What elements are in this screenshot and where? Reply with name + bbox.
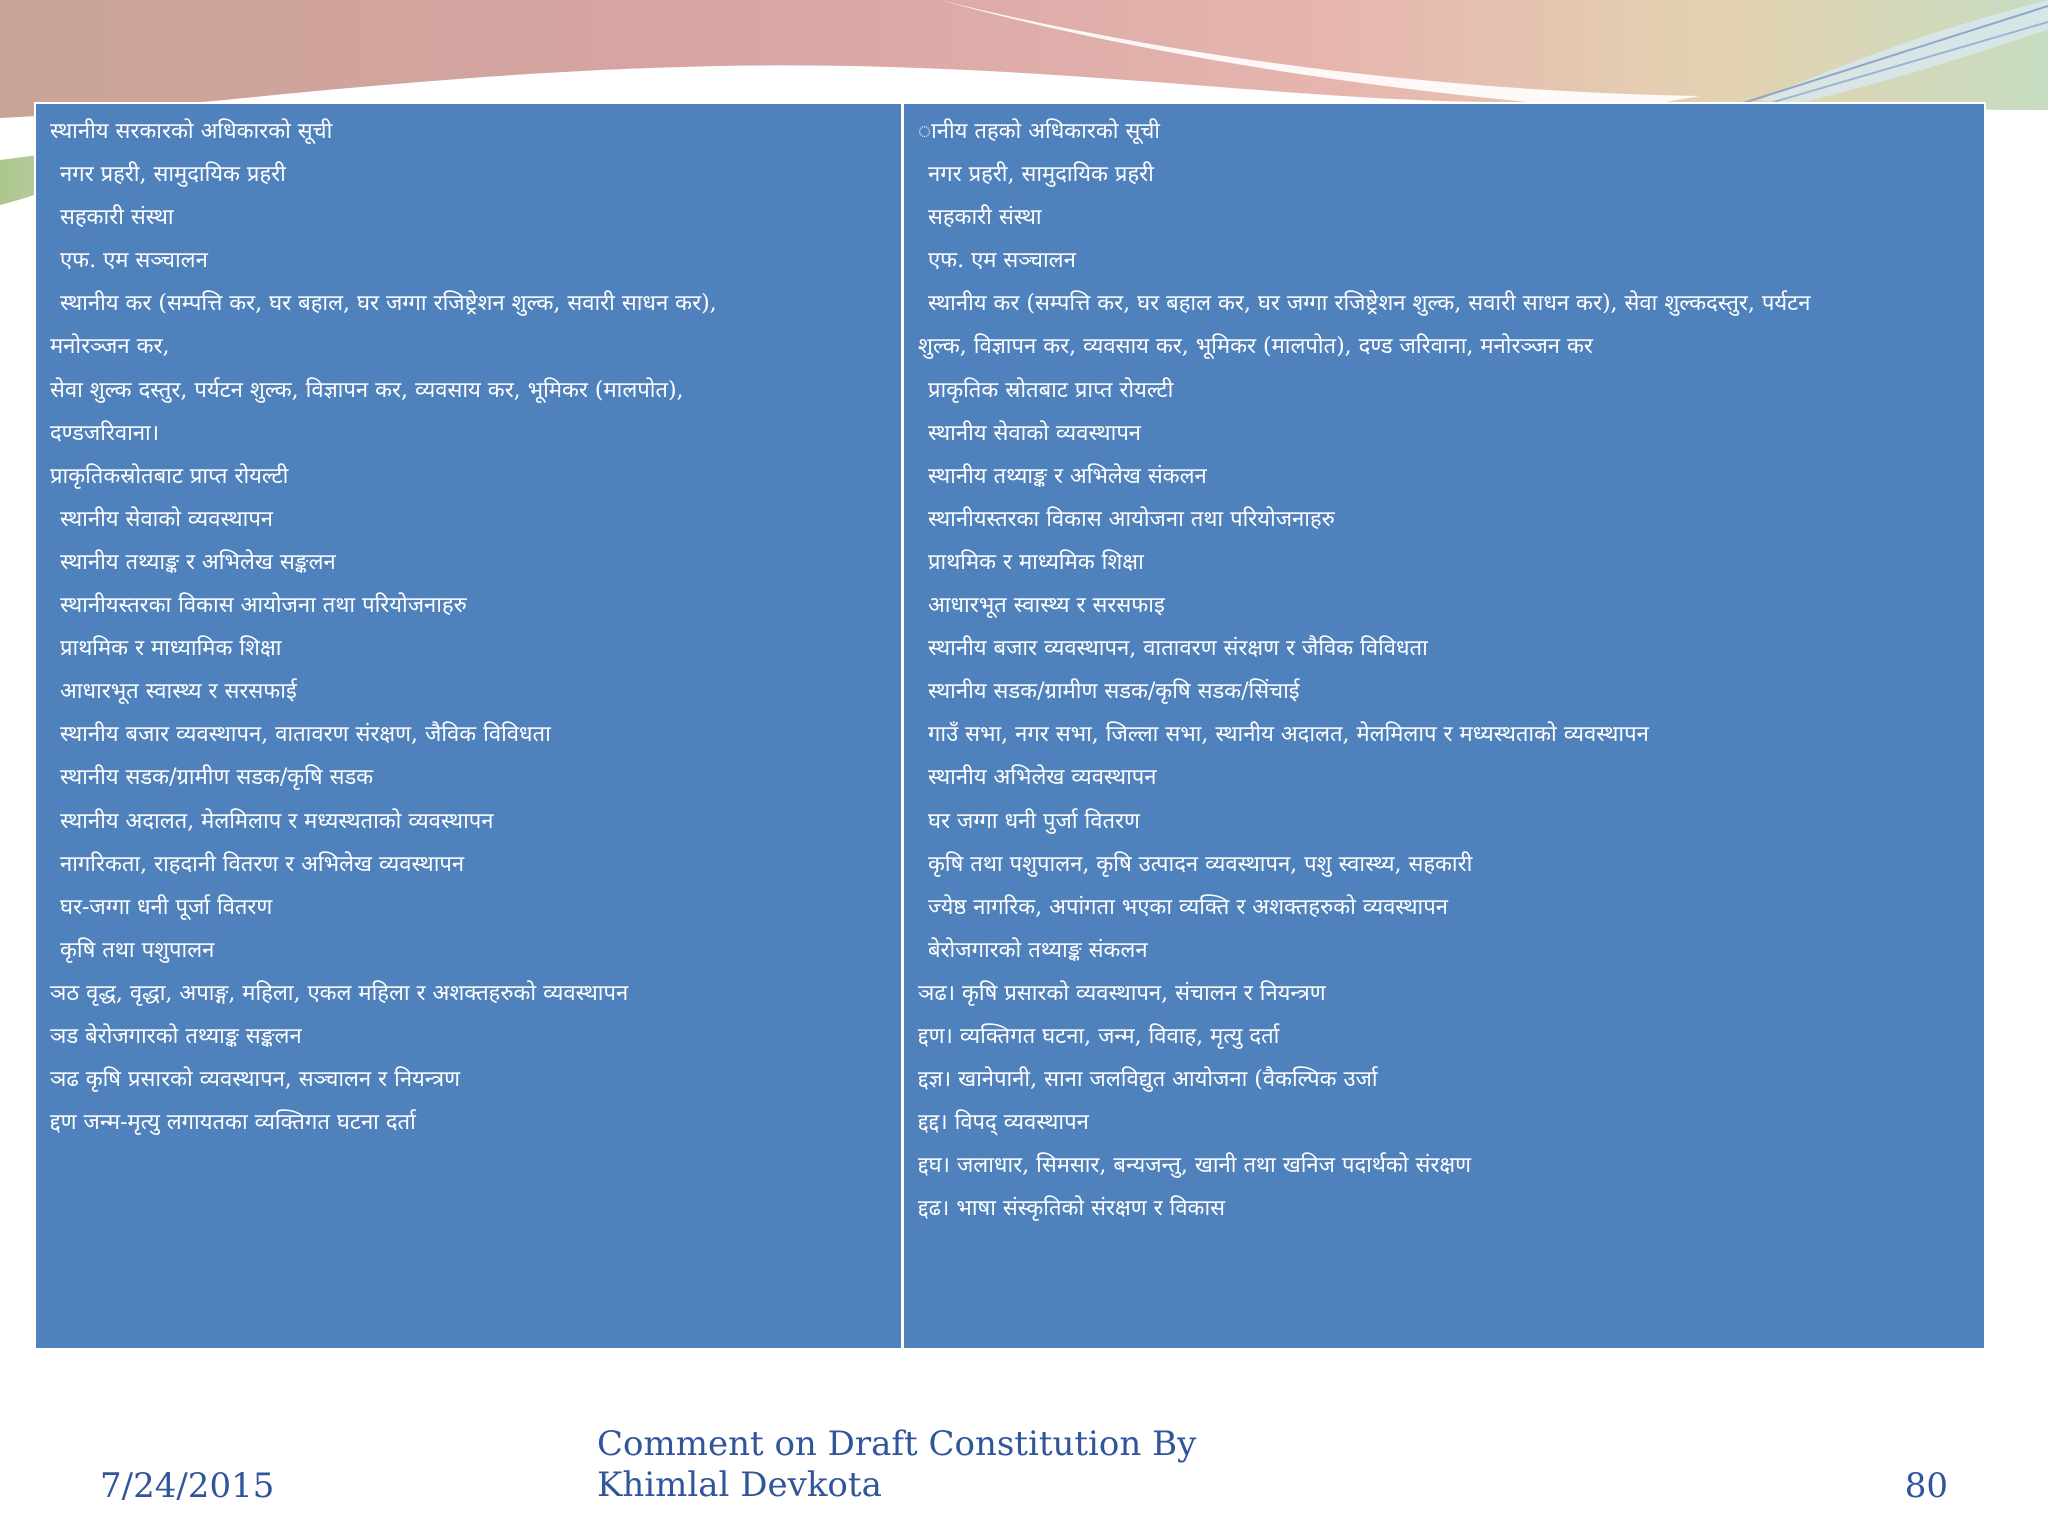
table-row: शुल्क, विज्ञापन कर, व्यवसाय कर, भूमिकर (मालपोत), दण्ड जरिवाना, मनोरञ्जन कर (918, 334, 1593, 360)
table-row: एफ. एम सञ्चालन (60, 248, 208, 274)
table-row: स्थानीय तथ्याङ्क र अभिलेख संकलन (928, 463, 1207, 489)
table-row: स्थानीय बजार व्यवस्थापन, वातावरण संरक्षण, जैविक विविधता (60, 722, 551, 748)
table-row: ानीय तहको अधिकारको सूची (918, 119, 1160, 144)
footer-title: Comment on Draft Constitution By Khimlal Devkota (597, 1424, 1197, 1505)
table-row: स्थानीय बजार व्यवस्थापन, वातावरण संरक्षण र जैविक विविधता (928, 636, 1428, 662)
table-row: ञड बेरोजगारको तथ्याङ्क सङ्कलन (50, 1023, 302, 1049)
table-row: द्दढ। भाषा संस्कृतिको संरक्षण र विकास (918, 1196, 1226, 1222)
table-row: स्थानीय सेवाको व्यवस्थापन (928, 420, 1142, 446)
table-row: बेरोजगारको तथ्याङ्क संकलन (928, 937, 1148, 963)
table-row: द्दघ। जलाधार, सिमसार, बन्यजन्तु, खानी तथा खनिज पदार्थको संरक्षण (918, 1153, 1472, 1179)
table-row: द्दण जन्म-मृत्यु लगायतका व्यक्तिगत घटना दर्ता (50, 1110, 416, 1136)
table-row: घर जग्गा धनी पुर्जा वितरण (928, 808, 1140, 834)
table-row: द्दज्ञ। खानेपानी, साना जलविद्युत आयोजना (वैकल्पिक उर्जा (918, 1067, 1378, 1093)
table-row: स्थानीय तथ्याङ्क र अभिलेख सङ्कलन (60, 549, 336, 575)
table-row: सहकारी संस्था (60, 205, 174, 231)
table-row: कृषि तथा पशुपालन (60, 937, 215, 963)
table-row: स्थानीय सडक/ग्रामीण सडक/कृषि सडक (60, 765, 374, 791)
table-row: स्थानीय अभिलेख व्यवस्थापन (928, 765, 1157, 791)
table-row: स्थानीय सडक/ग्रामीण सडक/कृषि सडक/सिंचाई (928, 679, 1300, 705)
table-row: सहकारी संस्था (928, 205, 1042, 231)
table-row: नगर प्रहरी, सामुदायिक प्रहरी (928, 162, 1154, 188)
table-row: प्राथमिक र माध्यामिक शिक्षा (60, 636, 282, 662)
table-row: नगर प्रहरी, सामुदायिक प्रहरी (60, 162, 286, 188)
table-row: नागरिकता, राहदानी वितरण र अभिलेख व्यवस्थापन (60, 851, 465, 877)
table-row: द्दद्द। विपद् व्यवस्थापन (918, 1110, 1089, 1136)
table-row: द्दण। व्यक्तिगत घटना, जन्म, विवाह, मृत्यु दर्ता (918, 1023, 1280, 1049)
table-row: दण्डजरिवाना। (50, 420, 160, 446)
slide-number: 80 (1904, 1466, 1948, 1506)
table-row: प्राकृतिक स्रोतबाट प्राप्त रोयल्टी (928, 377, 1174, 403)
table-row: मनोरञ्जन कर, (50, 334, 170, 360)
table-row: आधारभूत स्वास्थ्य र सरसफाई (60, 679, 297, 705)
table-row: ज्येष्ठ नागरिक, अपांगता भएका व्यक्ति र अशक्तहरुको व्यवस्थापन (928, 894, 1448, 920)
table-row: कृषि तथा पशुपालन, कृषि उत्पादन व्यवस्थापन, पशु स्वास्थ्य, सहकारी (928, 851, 1473, 877)
table-row: स्थानीयस्तरका विकास आयोजना तथा परियोजनाहरु (60, 593, 467, 619)
local-government-authority-column (36, 104, 904, 1348)
table-row: स्थानीय सरकारको अधिकारको सूची (50, 119, 333, 144)
authority-comparison-table (34, 102, 1986, 1350)
table-row: गाउँ सभा, नगर सभा, जिल्ला सभा, स्थानीय अदालत, मेलमिलाप र मध्यस्थताको व्यवस्थापन (928, 722, 1649, 748)
table-row: प्राकृतिकस्रोतबाट प्राप्त रोयल्टी (50, 463, 289, 489)
table-row: स्थानीयस्तरका विकास आयोजना तथा परियोजनाहरु (928, 506, 1335, 532)
table-row: स्थानीय कर (सम्पत्ति कर, घर बहाल कर, घर जग्गा रजिष्ट्रेशन शुल्क, सवारी साधन कर), सेवा शुल्कदस्तुर, पर्यटन (928, 291, 1811, 317)
table-row: ञढ कृषि प्रसारको व्यवस्थापन, सञ्चालन र नियन्त्रण (50, 1067, 460, 1093)
table-row: सेवा शुल्क दस्तुर, पर्यटन शुल्क, विज्ञापन कर, व्यवसाय कर, भूमिकर (मालपोत), (50, 377, 684, 403)
table-row: स्थानीय सेवाको व्यवस्थापन (60, 506, 274, 532)
table-row: स्थानीय कर (सम्पत्ति कर, घर बहाल, घर जग्गा रजिष्ट्रेशन शुल्क, सवारी साधन कर), (60, 291, 717, 317)
table-row: आधारभूत स्वास्थ्य र सरसफाइ (928, 593, 1165, 619)
table-row: प्राथमिक र माध्यमिक शिक्षा (928, 549, 1144, 575)
footer-date: 7/24/2015 (100, 1466, 275, 1506)
table-row: ञढ। कृषि प्रसारको व्यवस्थापन, संचालन र नियन्त्रण (918, 980, 1326, 1006)
local-level-authority-column (904, 104, 1984, 1348)
table-row: एफ. एम सञ्चालन (928, 248, 1076, 274)
table-row: ञठ वृद्ध, वृद्धा, अपाङ्ग, महिला, एकल महिला र अशक्तहरुको व्यवस्थापन (50, 980, 629, 1006)
table-row: स्थानीय अदालत, मेलमिलाप र मध्यस्थताको व्यवस्थापन (60, 808, 494, 834)
table-row: घर-जग्गा धनी पूर्जा वितरण (60, 894, 273, 920)
